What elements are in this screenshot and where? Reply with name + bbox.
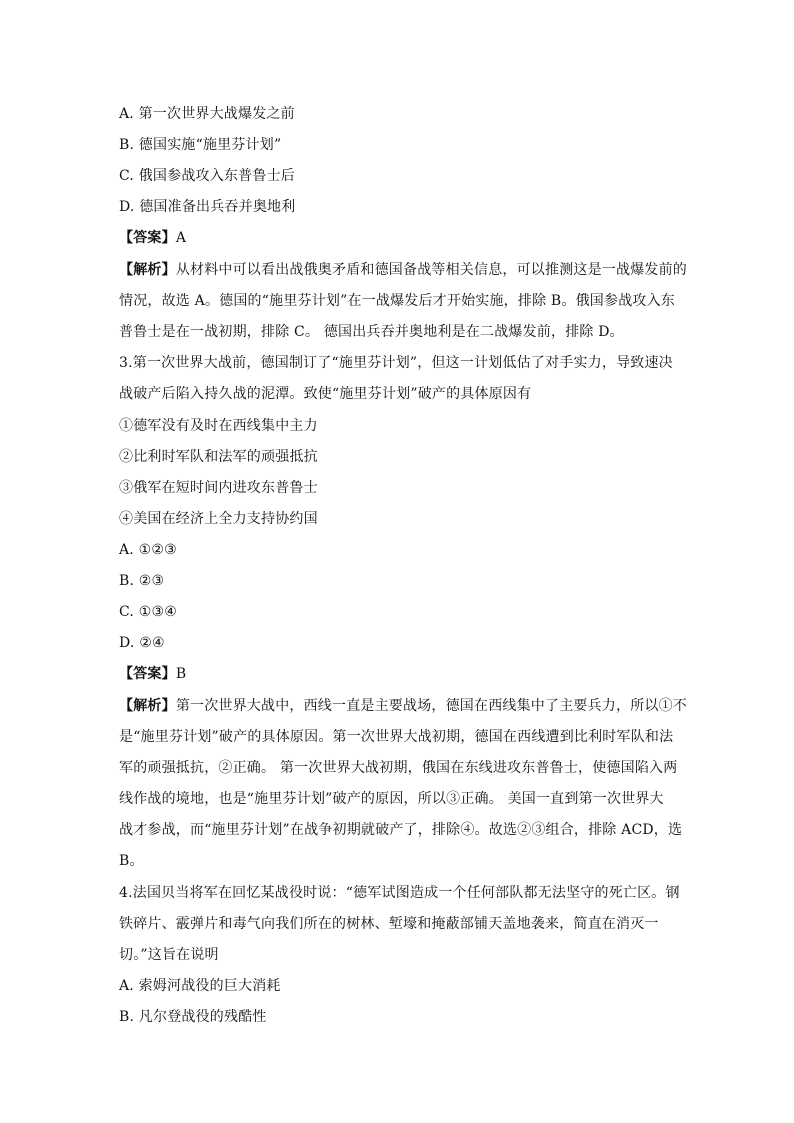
q4-stem-line: 切。”这旨在说明 [119, 947, 219, 963]
q2-analysis-line: 普鲁士是在一战初期，排除 C。 德国出兵吞并奥地利是在二战爆发前，排除 D。 [119, 324, 624, 340]
q3-analysis-line: 线作战的境地，也是“施里芬计划”破产的原因，所以③正确。 美国一直到第一次世界大 [119, 791, 664, 807]
answer-label: 【答案】 [119, 230, 176, 246]
q2-analysis-line: 情况，故选 A。德国的“施里芬计划”在一战爆发后才开始实施，排除 B。俄国参战攻入东 [119, 293, 676, 309]
q3-analysis-line: 是“施里芬计划”破产的具体原因。第一次世界大战初期，德国在西线遭到比利时军队和法 [119, 729, 674, 745]
q4-stem-line: 铁碎片、霰弹片和毒气向我们所在的树林、堑壕和掩蔽部铺天盖地袭来，简直在消灭一 [119, 916, 659, 932]
q3-analysis-line [119, 696, 687, 716]
q4-option-a: A. 索姆河战役的巨大消耗 [119, 978, 281, 994]
q3-item-3: ③俄军在短时间内进攻东普鲁士 [119, 480, 318, 496]
q3-item-1: ①德军没有及时在西线集中主力 [119, 418, 318, 434]
q2-option-c: C. 俄国参战攻入东普鲁士后 [119, 168, 295, 184]
answer-value: A [175, 230, 187, 246]
q3-stem-line: 战破产后陷入持久战的泥潭。致使“施里芬计划”破产的具体原因有 [119, 386, 532, 402]
q2-answer [119, 228, 186, 248]
analysis-label: 【解析】 [119, 262, 176, 278]
q4-option-b: B. 凡尔登战役的残酷性 [119, 1009, 267, 1025]
answer-value: B [175, 666, 187, 682]
q3-analysis-line: 战才参战，而“施里芬计划”在战争初期就破产了，排除④。故选②③组合，排除 ACD，选 [119, 822, 683, 838]
q3-option-d: D. ②④ [119, 635, 165, 651]
q2-option-a: A. 第一次世界大战爆发之前 [119, 106, 295, 122]
q2-analysis-line [119, 260, 687, 280]
answer-label: 【答案】 [119, 666, 176, 682]
q3-option-c: C. ①③④ [119, 604, 177, 620]
q3-option-a: A. ①②③ [119, 542, 177, 558]
q3-option-b: B. ②③ [119, 573, 165, 589]
q3-analysis-line: 军的顽强抵抗，②正确。 第一次世界大战初期，俄国在东线进攻东普鲁士，使德国陷入两 [119, 760, 678, 776]
q3-stem-line: 3.第一次世界大战前，德国制订了“施里芬计划”，但这一计划低估了对手实力，导致速决 [119, 355, 673, 371]
q3-item-4: ④美国在经济上全力支持协约国 [119, 511, 318, 527]
analysis-text: 从材料中可以看出战俄奥矛盾和德国备战等相关信息，可以推测这是一战爆发前的 [175, 262, 688, 278]
q3-analysis-line: B。 [119, 853, 144, 869]
q3-answer [119, 664, 186, 684]
q2-option-b: B. 德国实施“施里芬计划” [119, 137, 282, 153]
q3-item-2: ②比利时军队和法军的顽强抵抗 [119, 449, 318, 465]
analysis-text: 第一次世界大战中，西线一直是主要战场，德国在西线集中了主要兵力，所以①不 [175, 698, 688, 714]
analysis-label: 【解析】 [119, 698, 176, 714]
q4-stem-line: 4.法国贝当将军在回忆某战役时说：“德军试图造成一个任何部队都无法坚守的死亡区。钢 [119, 885, 680, 901]
q2-option-d: D. 德国准备出兵吞并奥地利 [119, 199, 296, 215]
